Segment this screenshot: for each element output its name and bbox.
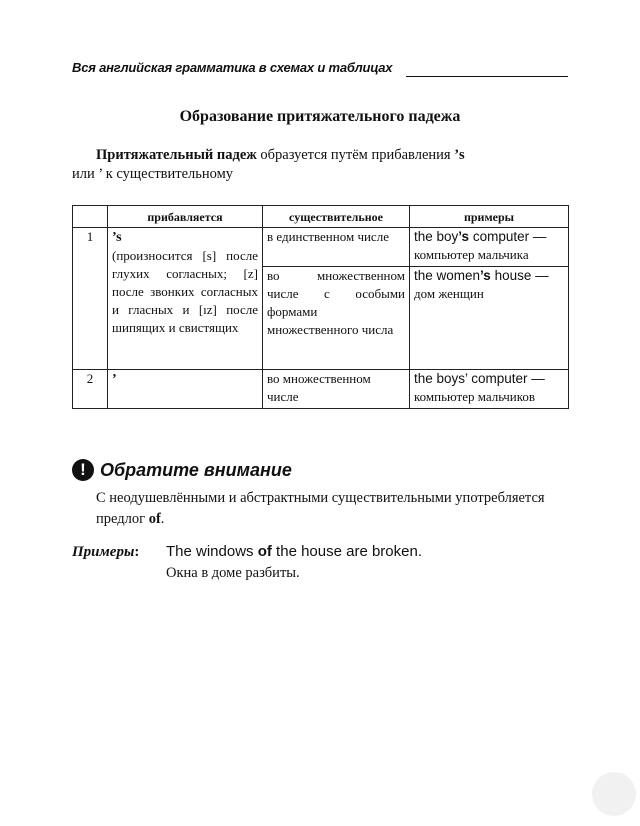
row2-example-en: the boys’ computer — [414, 371, 545, 386]
row1-num: 1 [73, 228, 108, 370]
row2-noun: во множественном числе [263, 370, 410, 409]
possessive-table [72, 205, 569, 409]
header-examples: примеры [410, 206, 569, 228]
header-rule [406, 76, 568, 77]
row1-example-b-en [414, 267, 564, 285]
intro-line-1 [72, 146, 570, 165]
page-title: Образование притяжательного падежа [179, 108, 461, 125]
row1-example-a-ru: компьютер мальчика [414, 247, 529, 262]
row1-example-b [410, 267, 569, 370]
row1-example-b-ru: дом женщин [414, 286, 484, 301]
row2-added [108, 370, 263, 409]
row1-suffix: ’s [112, 230, 122, 245]
intro-text-1: образуется путём прибавления [256, 147, 455, 163]
note-text-post: . [160, 511, 165, 527]
examples-label [72, 544, 139, 561]
example-russian: Окна в доме разбиты. [166, 565, 300, 581]
running-title: Вся английская грамматика в схемах и таблицах [72, 60, 393, 75]
intro-paragraph [72, 146, 570, 184]
header-noun: существительное [263, 206, 410, 228]
table-row [73, 370, 569, 409]
row1-example-a [410, 228, 569, 267]
row1-description: (произносится [s] после глухих согласных; [z] после звонких согласных и гласных и [ız] после шипящих и свистящих [112, 248, 258, 335]
ex-a-post: computer — [469, 229, 547, 244]
header-added: прибавляется [108, 206, 263, 228]
header-num [73, 206, 108, 228]
examples-label-text: Примеры [72, 544, 135, 560]
row1-example-a-en [414, 228, 564, 246]
row1-noun-singular [263, 228, 410, 267]
row2-suffix: ’ [112, 372, 117, 387]
note-text-bold: of [148, 511, 161, 527]
row1-noun-a-text: в единственном числе [267, 229, 389, 244]
example-en-post: the house are broken. [271, 543, 422, 560]
note-text [96, 488, 571, 530]
table-row [73, 228, 569, 267]
intro-term: Притяжательный падеж [96, 147, 257, 163]
ex-a-pre: the boy [414, 229, 459, 244]
ex-a-bold: ’s [458, 229, 470, 244]
intro-line-2: или ’ к существительному [72, 166, 234, 182]
row1-noun-b-text: во множественном числе с особыми формами множественного числа [267, 268, 405, 337]
row1-added [108, 228, 263, 370]
table-header-row [73, 206, 569, 228]
note-text-pre: С неодушевлёнными и абстрактными существительными употребляется предлог [96, 490, 545, 527]
example-english [166, 543, 422, 560]
note-title: Обратите внимание [100, 459, 292, 480]
row2-example-ru: компьютер мальчиков [414, 389, 535, 404]
row1-noun-plural [263, 267, 410, 370]
row2-num: 2 [73, 370, 108, 409]
ex-b-post: house — [490, 268, 549, 283]
exclamation-icon: ! [72, 459, 94, 481]
note-heading [72, 458, 292, 482]
row2-example [410, 370, 569, 409]
watermark-seal [592, 772, 636, 816]
examples-label-colon: : [134, 544, 140, 560]
ex-b-bold: ’s [480, 268, 491, 283]
example-en-pre: The windows [166, 543, 258, 560]
ex-b-pre: the women [414, 268, 481, 283]
intro-suffix: ’s [454, 147, 465, 163]
example-en-bold: of [257, 543, 272, 560]
